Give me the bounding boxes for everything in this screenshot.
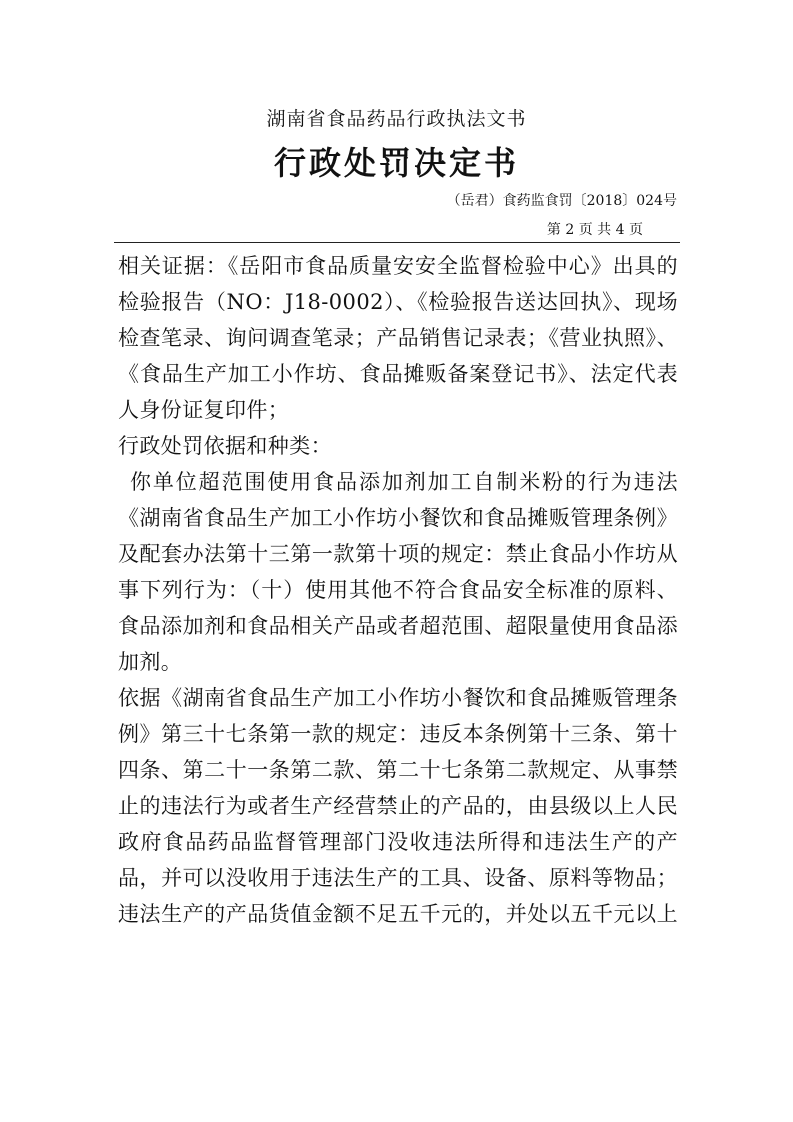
body-line: 检验报告（NO：J18-0002）、《检验报告送达回执》、现场	[118, 290, 678, 314]
issuing-organization: 湖南省食品药品行政执法文书	[266, 108, 527, 130]
body-line: 品，并可以没收用于违法生产的工具、设备、原料等物品；	[118, 866, 678, 890]
body-line: 违法生产的产品货值金额不足五千元的，并处以五千元以上	[118, 902, 678, 926]
document-title: 行政处罚决定书	[273, 144, 519, 182]
body-line: 事下列行为：（十）使用其他不符合食品安全标准的原料、	[118, 578, 678, 602]
body-line: 你单位超范围使用食品添加剂加工自制米粉的行为违法	[130, 470, 678, 494]
body-line: 政府食品药品监督管理部门没收违法所得和违法生产的产	[118, 830, 678, 854]
body-line: 止的违法行为或者生产经营禁止的产品的，由县级以上人民	[118, 794, 678, 818]
body-line: 加剂。	[118, 650, 183, 674]
document-body	[118, 248, 678, 932]
body-line: 食品添加剂和食品相关产品或者超范围、超限量使用食品添	[118, 614, 678, 638]
body-line: 依据《湖南省食品生产加工小作坊小餐饮和食品摊贩管理条	[118, 686, 678, 710]
body-line: 《食品生产加工小作坊、食品摊贩备案登记书》、法定代表	[118, 362, 678, 386]
body-line: 例》第三十七条第一款的规定：违反本条例第十三条、第十	[118, 722, 678, 746]
body-line: 行政处罚依据和种类：	[118, 434, 332, 458]
document-number: （岳君）食药监食罚〔2018〕024号	[446, 193, 677, 209]
header-divider	[114, 242, 680, 243]
body-line: 及配套办法第十三第一款第十项的规定：禁止食品小作坊从	[118, 542, 678, 566]
body-line: 四条、第二十一条第二款、第二十七条第二款规定、从事禁	[118, 758, 678, 782]
body-line: 相关证据：《岳阳市食品质量安安全监督检验中心》出具的	[118, 254, 678, 278]
body-line: 人身份证复印件；	[118, 398, 290, 422]
body-line: 《湖南省食品生产加工小作坊小餐饮和食品摊贩管理条例》	[118, 506, 678, 530]
page-indicator: 第 2 页 共 4 页	[546, 222, 643, 238]
body-line: 检查笔录、询问调查笔录；产品销售记录表；《营业执照》、	[118, 326, 678, 350]
